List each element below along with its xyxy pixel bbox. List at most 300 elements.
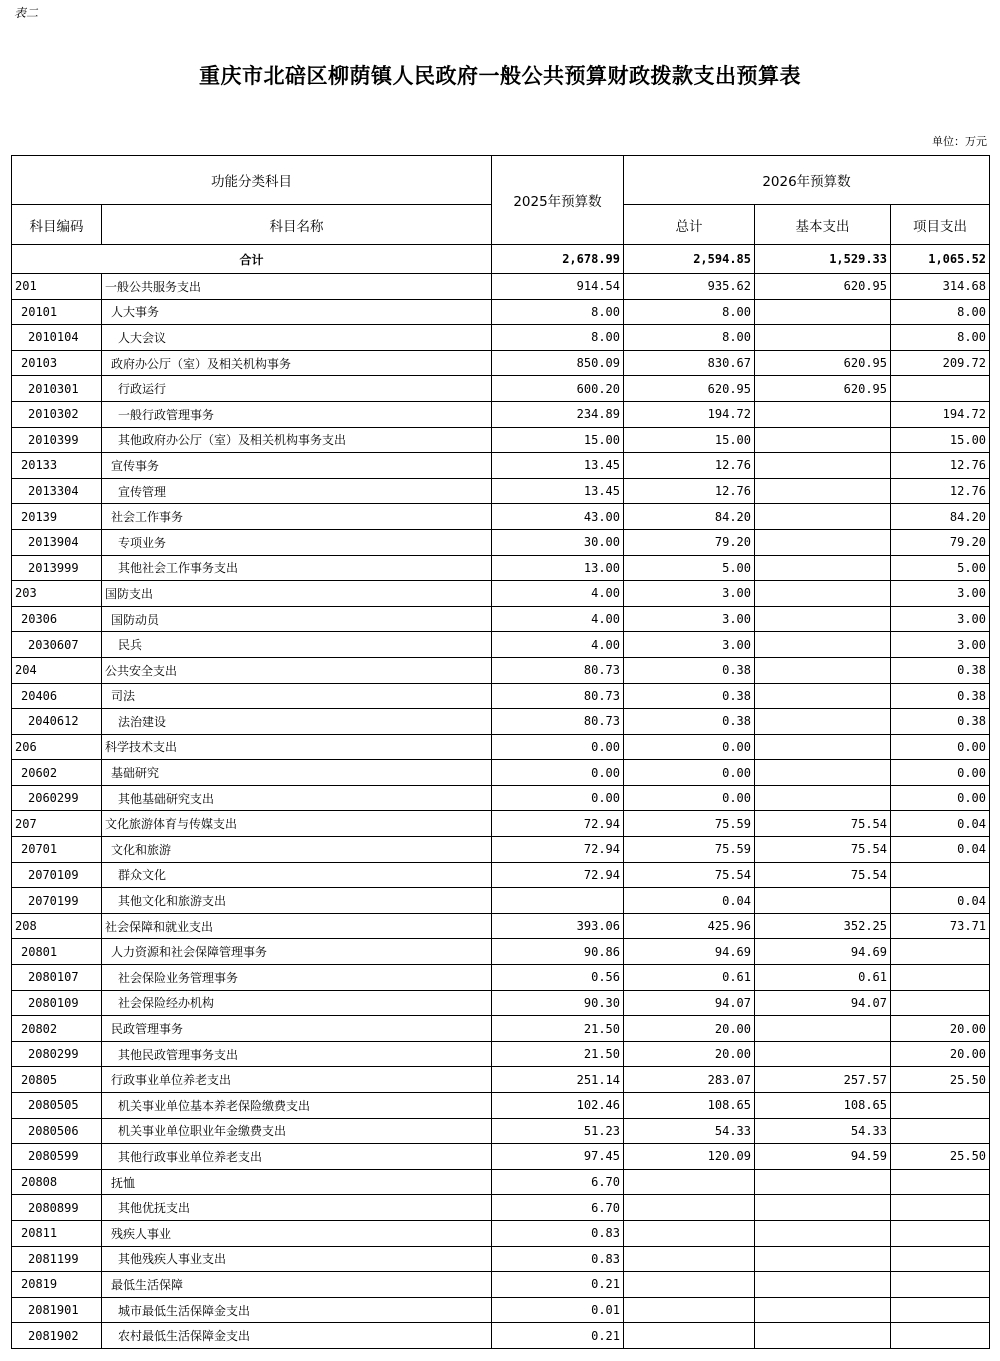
prev-budget-cell: 90.30 [492,990,624,1016]
table-row [12,350,990,376]
name-cell: 科学技术支出 [102,734,492,760]
table-row [12,811,990,837]
name-cell: 宣传事务 [102,453,492,479]
name-cell: 其他基础研究支出 [102,785,492,811]
project-cell: 25.50 [891,1067,990,1093]
basic-cell: 94.59 [755,1144,891,1170]
table-row [12,1323,990,1349]
prev-budget-cell: 6.70 [492,1195,624,1221]
code-cell: 20133 [12,453,102,479]
basic-cell: 620.95 [755,274,891,300]
basic-cell: 75.54 [755,837,891,863]
name-cell: 社会保险经办机构 [102,990,492,1016]
code-cell: 2013904 [12,529,102,555]
name-cell: 其他政府办公厅（室）及相关机构事务支出 [102,427,492,453]
code-cell: 207 [12,811,102,837]
basic-cell [755,325,891,351]
name-cell: 人力资源和社会保障管理事务 [102,939,492,965]
prev-budget-cell: 8.00 [492,299,624,325]
total-cell: 75.59 [624,811,755,837]
table-row [12,581,990,607]
table-row [12,529,990,555]
name-cell: 机关事业单位职业年金缴费支出 [102,1118,492,1144]
name-cell: 司法 [102,683,492,709]
project-cell: 0.00 [891,734,990,760]
code-cell: 2013999 [12,555,102,581]
prev-budget-cell: 72.94 [492,862,624,888]
total-cell: 0.00 [624,760,755,786]
table-row [12,683,990,709]
total-row [12,245,990,274]
code-header: 科目编码 [12,205,102,245]
table-row [12,376,990,402]
basic-cell: 94.69 [755,939,891,965]
total-cell: 108.65 [624,1093,755,1119]
basic-cell [755,785,891,811]
project-cell: 8.00 [891,299,990,325]
project-cell: 0.38 [891,709,990,735]
prev-budget-cell: 6.70 [492,1169,624,1195]
basic-cell [755,734,891,760]
project-cell: 25.50 [891,1144,990,1170]
code-cell: 20811 [12,1220,102,1246]
project-cell: 73.71 [891,913,990,939]
name-cell: 社会保险业务管理事务 [102,965,492,991]
table-row [12,1067,990,1093]
table-row [12,785,990,811]
prev-budget-cell: 4.00 [492,632,624,658]
name-cell: 其他文化和旅游支出 [102,888,492,914]
table-row [12,1041,990,1067]
prev-budget-cell: 72.94 [492,811,624,837]
total-cell: 84.20 [624,504,755,530]
code-cell: 2081902 [12,1323,102,1349]
total-cell: 15.00 [624,427,755,453]
project-cell [891,990,990,1016]
code-cell: 2010302 [12,401,102,427]
table-row [12,939,990,965]
basic-cell [755,632,891,658]
name-cell: 一般公共服务支出 [102,274,492,300]
code-cell: 20802 [12,1016,102,1042]
prev-budget-cell: 51.23 [492,1118,624,1144]
code-cell: 201 [12,274,102,300]
basic-cell [755,1195,891,1221]
table-row [12,1016,990,1042]
basic-cell: 75.54 [755,811,891,837]
name-cell: 文化旅游体育与传媒支出 [102,811,492,837]
code-cell: 2080109 [12,990,102,1016]
project-cell: 79.20 [891,529,990,555]
code-cell: 2080599 [12,1144,102,1170]
total-basic: 1,529.33 [755,245,891,274]
code-cell: 2080506 [12,1118,102,1144]
name-cell: 一般行政管理事务 [102,401,492,427]
table-row [12,401,990,427]
code-cell: 2040612 [12,709,102,735]
prev-budget-cell: 21.50 [492,1041,624,1067]
name-cell: 其他残疾人事业支出 [102,1246,492,1272]
name-cell: 政府办公厅（室）及相关机构事务 [102,350,492,376]
total-label: 合计 [12,245,492,274]
table-row [12,1144,990,1170]
table-row [12,478,990,504]
prev-budget-cell: 0.21 [492,1272,624,1298]
table-row [12,888,990,914]
project-cell [891,1323,990,1349]
project-cell [891,862,990,888]
table-row [12,1195,990,1221]
prev-budget-cell: 4.00 [492,581,624,607]
basic-cell [755,1220,891,1246]
basic-cell: 620.95 [755,376,891,402]
project-cell: 0.38 [891,657,990,683]
project-cell: 194.72 [891,401,990,427]
prev-budget-cell: 0.83 [492,1220,624,1246]
basic-cell: 75.54 [755,862,891,888]
project-cell [891,1093,990,1119]
name-cell: 行政事业单位养老支出 [102,1067,492,1093]
basic-cell: 257.57 [755,1067,891,1093]
total-cell: 0.38 [624,709,755,735]
table-row [12,1272,990,1298]
total-cell: 0.38 [624,657,755,683]
project-cell [891,1297,990,1323]
basic-cell [755,453,891,479]
table-row [12,632,990,658]
prev-budget-cell: 13.45 [492,453,624,479]
code-cell: 2070199 [12,888,102,914]
prev-budget-cell: 13.00 [492,555,624,581]
basic-cell [755,1323,891,1349]
table-row [12,657,990,683]
project-cell: 3.00 [891,632,990,658]
name-cell: 社会保障和就业支出 [102,913,492,939]
total-cell: 94.07 [624,990,755,1016]
total-cell: 425.96 [624,913,755,939]
basic-cell [755,1016,891,1042]
page-title: 重庆市北碚区柳荫镇人民政府一般公共预算财政拨款支出预算表 [199,63,801,88]
name-cell: 其他社会工作事务支出 [102,555,492,581]
total-cell [624,1272,755,1298]
table-row [12,734,990,760]
prev-budget-cell: 600.20 [492,376,624,402]
project-cell [891,1118,990,1144]
project-cell: 12.76 [891,453,990,479]
project-cell [891,965,990,991]
total-cell: 5.00 [624,555,755,581]
project-cell: 12.76 [891,478,990,504]
table-row [12,837,990,863]
prev-budget-cell: 90.86 [492,939,624,965]
code-cell: 20139 [12,504,102,530]
code-cell: 2010399 [12,427,102,453]
total-cell [624,1169,755,1195]
prev-budget-cell: 102.46 [492,1093,624,1119]
total-project: 1,065.52 [891,245,990,274]
basic-cell: 620.95 [755,350,891,376]
total-cell [624,1323,755,1349]
project-cell: 314.68 [891,274,990,300]
total-cell: 194.72 [624,401,755,427]
total-cell [624,1220,755,1246]
total-cell: 935.62 [624,274,755,300]
prev-budget-cell: 850.09 [492,350,624,376]
table-row [12,965,990,991]
basic-cell [755,1041,891,1067]
prev-budget-cell: 251.14 [492,1067,624,1093]
project-cell [891,1246,990,1272]
table-number-label: 表二 [14,6,39,20]
total-cell: 79.20 [624,529,755,555]
basic-cell [755,657,891,683]
basic-cell: 352.25 [755,913,891,939]
total-cell [624,1195,755,1221]
table-row [12,325,990,351]
total-cell: 0.61 [624,965,755,991]
name-cell: 群众文化 [102,862,492,888]
total-cell: 8.00 [624,325,755,351]
table-row [12,427,990,453]
code-cell: 2080899 [12,1195,102,1221]
code-cell: 20602 [12,760,102,786]
name-cell: 公共安全支出 [102,657,492,683]
prev-budget-cell: 4.00 [492,606,624,632]
prev-budget-cell: 0.83 [492,1246,624,1272]
code-cell: 2080107 [12,965,102,991]
basic-cell [755,555,891,581]
code-cell: 2010104 [12,325,102,351]
project-cell: 209.72 [891,350,990,376]
name-cell: 人大会议 [102,325,492,351]
total-header: 总计 [624,205,755,245]
name-cell: 宣传管理 [102,478,492,504]
code-cell: 20801 [12,939,102,965]
name-cell: 抚恤 [102,1169,492,1195]
total-cell: 8.00 [624,299,755,325]
prev-budget-cell: 30.00 [492,529,624,555]
project-cell: 0.38 [891,683,990,709]
total-cell [624,1246,755,1272]
prev-budget-cell: 0.00 [492,760,624,786]
project-cell: 84.20 [891,504,990,530]
total-cell: 3.00 [624,632,755,658]
table-row [12,1169,990,1195]
project-cell: 0.04 [891,811,990,837]
code-cell: 20406 [12,683,102,709]
prev-budget-cell [492,888,624,914]
table-row [12,1220,990,1246]
project-cell: 0.04 [891,837,990,863]
project-cell [891,1272,990,1298]
prev-budget-cell: 15.00 [492,427,624,453]
basic-cell [755,427,891,453]
code-cell: 2080505 [12,1093,102,1119]
code-cell: 2081901 [12,1297,102,1323]
code-cell: 203 [12,581,102,607]
project-cell [891,1220,990,1246]
basic-cell [755,1169,891,1195]
name-cell: 其他优抚支出 [102,1195,492,1221]
total-cell: 20.00 [624,1016,755,1042]
prev-budget-cell: 80.73 [492,683,624,709]
prev-budget-cell: 43.00 [492,504,624,530]
total-cell: 20.00 [624,1041,755,1067]
basic-cell [755,683,891,709]
basic-cell [755,1272,891,1298]
code-cell: 2081199 [12,1246,102,1272]
prev-budget-cell: 0.00 [492,785,624,811]
name-cell: 其他行政事业单位养老支出 [102,1144,492,1170]
name-cell: 农村最低生活保障金支出 [102,1323,492,1349]
prev-budget-cell: 393.06 [492,913,624,939]
table-row [12,606,990,632]
name-cell: 社会工作事务 [102,504,492,530]
total-cell: 3.00 [624,581,755,607]
cur-budget-header: 2026年预算数 [624,156,990,205]
code-cell: 20101 [12,299,102,325]
total-cell: 75.59 [624,837,755,863]
unit-label: 单位：万元 [932,135,987,148]
table-row [12,274,990,300]
name-cell: 国防动员 [102,606,492,632]
project-cell [891,939,990,965]
project-cell: 3.00 [891,581,990,607]
total-cell: 54.33 [624,1118,755,1144]
name-cell: 残疾人事业 [102,1220,492,1246]
table-row [12,555,990,581]
code-cell: 2070109 [12,862,102,888]
basic-cell [755,606,891,632]
basic-cell [755,478,891,504]
name-cell: 城市最低生活保障金支出 [102,1297,492,1323]
name-cell: 行政运行 [102,376,492,402]
total-cell [624,1297,755,1323]
name-cell: 其他民政管理事务支出 [102,1041,492,1067]
prev-budget-cell: 80.73 [492,657,624,683]
project-cell: 0.04 [891,888,990,914]
project-cell: 8.00 [891,325,990,351]
header-row-1 [12,156,990,205]
prev-budget-cell: 13.45 [492,478,624,504]
table-row [12,913,990,939]
basic-cell: 108.65 [755,1093,891,1119]
basic-cell [755,401,891,427]
table-row [12,709,990,735]
prev-budget-cell: 97.45 [492,1144,624,1170]
prev-budget-cell: 72.94 [492,837,624,863]
name-cell: 民兵 [102,632,492,658]
basic-cell [755,709,891,735]
code-cell: 20819 [12,1272,102,1298]
code-cell: 2013304 [12,478,102,504]
code-cell: 2010301 [12,376,102,402]
basic-cell [755,760,891,786]
project-cell: 3.00 [891,606,990,632]
code-cell: 20805 [12,1067,102,1093]
total-cell: 0.38 [624,683,755,709]
name-cell: 国防支出 [102,581,492,607]
code-cell: 208 [12,913,102,939]
basic-cell [755,529,891,555]
basic-cell: 54.33 [755,1118,891,1144]
project-cell [891,376,990,402]
table-row [12,504,990,530]
code-cell: 20103 [12,350,102,376]
table-row [12,990,990,1016]
basic-cell: 0.61 [755,965,891,991]
name-cell: 机关事业单位基本养老保险缴费支出 [102,1093,492,1119]
project-cell: 20.00 [891,1016,990,1042]
total-cell: 12.76 [624,478,755,504]
project-cell [891,1195,990,1221]
name-cell: 法治建设 [102,709,492,735]
basic-cell: 94.07 [755,990,891,1016]
total-cell: 0.00 [624,734,755,760]
prev-budget-cell: 0.00 [492,734,624,760]
project-cell: 15.00 [891,427,990,453]
basic-header: 基本支出 [755,205,891,245]
total-cell: 3.00 [624,606,755,632]
prev-budget-cell: 0.01 [492,1297,624,1323]
basic-cell [755,504,891,530]
prev-budget-cell: 914.54 [492,274,624,300]
basic-cell [755,1246,891,1272]
budget-table [11,155,990,1349]
code-cell: 20808 [12,1169,102,1195]
name-header: 科目名称 [102,205,492,245]
code-cell: 2030607 [12,632,102,658]
table-row [12,1118,990,1144]
total-cell: 830.67 [624,350,755,376]
name-cell: 基础研究 [102,760,492,786]
total-cell: 94.69 [624,939,755,965]
total-cell: 283.07 [624,1067,755,1093]
code-cell: 2060299 [12,785,102,811]
total-prev: 2,678.99 [492,245,624,274]
project-cell: 0.00 [891,760,990,786]
project-cell [891,1169,990,1195]
project-header: 项目支出 [891,205,990,245]
code-cell: 20306 [12,606,102,632]
basic-cell [755,1297,891,1323]
basic-cell [755,581,891,607]
name-cell: 人大事务 [102,299,492,325]
table-row [12,862,990,888]
table-row [12,299,990,325]
table-row [12,760,990,786]
total-cell: 75.54 [624,862,755,888]
code-cell: 204 [12,657,102,683]
functional-class-header: 功能分类科目 [12,156,492,205]
name-cell: 最低生活保障 [102,1272,492,1298]
basic-cell [755,888,891,914]
total-cell: 12.76 [624,453,755,479]
table-row [12,1246,990,1272]
prev-budget-cell: 0.56 [492,965,624,991]
code-cell: 2080299 [12,1041,102,1067]
table-row [12,1297,990,1323]
total-cell: 0.04 [624,888,755,914]
code-cell: 206 [12,734,102,760]
name-cell: 文化和旅游 [102,837,492,863]
prev-budget-header: 2025年预算数 [492,156,624,245]
total-total: 2,594.85 [624,245,755,274]
table-row [12,453,990,479]
prev-budget-cell: 21.50 [492,1016,624,1042]
table-row [12,1093,990,1119]
prev-budget-cell: 8.00 [492,325,624,351]
